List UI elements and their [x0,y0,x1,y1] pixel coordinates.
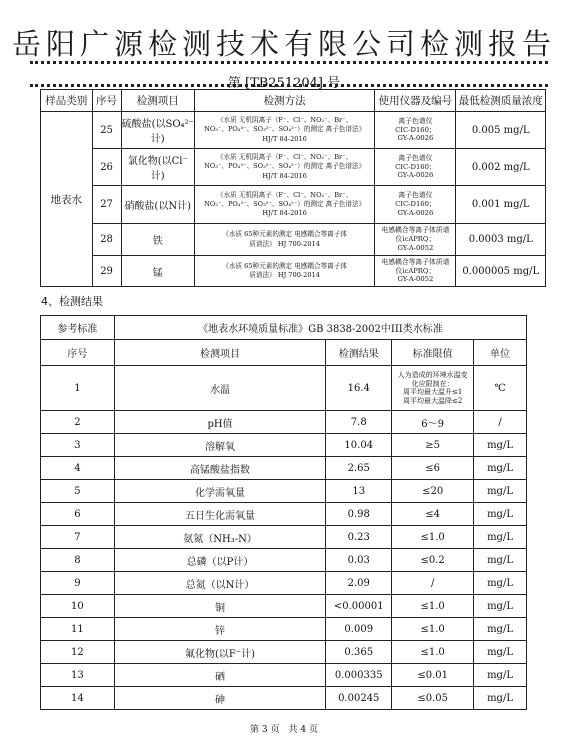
test-item: 氯化物(以Cl⁻计) [121,149,194,186]
header-cell: 使用仪器及编号 [375,90,456,112]
table-row [41,112,546,149]
detection-limit: 0.001 mg/L [456,186,546,224]
table-row [41,595,527,618]
results-header-row [41,340,527,366]
table-row [41,457,527,480]
methods-header-row [41,90,546,112]
instrument: 离子色谱仪 CIC-D160； GY-A-0026 [375,149,456,186]
table-row [41,503,527,526]
standard-limit: ≤1.0 [392,641,474,664]
row-number: 29 [92,256,121,287]
row-number: 1 [41,366,115,411]
unit: ℃ [474,366,527,411]
row-number: 10 [41,595,115,618]
test-result: 0.365 [326,641,392,664]
test-item: 锌 [114,618,325,641]
standard-limit: ≤0.05 [392,687,474,710]
unit: mg/L [474,572,527,595]
table-row [41,480,527,503]
standard-limit: 人为造成的环境水温变 化应限制在： 周平均最大温升≤1 周平均最大温降≤2 [392,366,474,411]
test-method: 《水质 65种元素的测定 电感耦合等离子体 质谱法》 HJ 700-2014 [194,256,375,287]
standard-limit: ≤6 [392,457,474,480]
test-result: 0.23 [326,526,392,549]
unit: mg/L [474,457,527,480]
header-cell: 检测方法 [194,90,375,112]
unit: mg/L [474,526,527,549]
detection-limit: 0.002 mg/L [456,149,546,186]
row-number: 28 [92,224,121,256]
unit: mg/L [474,549,527,572]
unit: mg/L [474,595,527,618]
instrument: 电感耦合等离子体质谱 仪icAPRQ； GY-A-0052 [375,224,456,256]
unit: mg/L [474,641,527,664]
test-item: 氨氮（NH₃-N） [114,526,325,549]
table-row [41,434,527,457]
test-method: 《水质 无机阴离子（F⁻、Cl⁻、NO₂⁻、Br⁻、 NO₃⁻、PO₄³⁻、SO₃²⁻、SO₄²⁻）的测定 离子色谱法》 HJ/T 84-2016 [194,149,375,186]
header-cell: 标准限值 [392,340,474,366]
test-result: 7.8 [326,411,392,434]
detection-limit: 0.000005 mg/L [456,256,546,287]
instrument: 电感耦合等离子体质谱 仪icAPRQ； GY-A-0052 [375,256,456,287]
test-item: pH值 [114,411,325,434]
row-number: 3 [41,434,115,457]
row-number: 26 [92,149,121,186]
row-number: 11 [41,618,115,641]
test-result: 0.03 [326,549,392,572]
unit: mg/L [474,503,527,526]
standard-limit: ≤1.0 [392,618,474,641]
methods-table [40,89,546,287]
table-row [41,549,527,572]
test-item: 总氮（以N计） [114,572,325,595]
table-row [41,526,527,549]
table-row [41,224,546,256]
results-table [40,315,527,710]
header-cell: 序号 [41,340,115,366]
test-item: 锰 [121,256,194,287]
test-item: 溶解氧 [114,434,325,457]
row-number: 13 [41,664,115,687]
test-item: 铜 [114,595,325,618]
test-result: 0.00245 [326,687,392,710]
table-row [41,149,546,186]
table-row [41,256,546,287]
sample-category: 地表水 [41,112,93,287]
header-cell: 检测结果 [326,340,392,366]
header-cell: 样品类别 [41,90,93,112]
header-cell: 检测项目 [121,90,194,112]
test-item: 砷 [114,687,325,710]
test-method: 《水质 无机阴离子（F⁻、Cl⁻、NO₂⁻、Br⁻、 NO₃⁻、PO₄³⁻、SO₃²⁻、SO₄²⁻）的测定 离子色谱法》 HJ/T 84-2016 [194,112,375,149]
test-item: 硒 [114,664,325,687]
test-result: 0.009 [326,618,392,641]
row-number: 25 [92,112,121,149]
row-number: 4 [41,457,115,480]
test-item: 水温 [114,366,325,411]
detection-limit: 0.005 mg/L [456,112,546,149]
test-item: 铁 [121,224,194,256]
row-number: 14 [41,687,115,710]
standard-limit: 6～9 [392,411,474,434]
standard-limit: ≤1.0 [392,526,474,549]
table-row [41,186,546,224]
table-row [41,366,527,411]
detection-limit: 0.0003 mg/L [456,224,546,256]
standard-limit: ≤4 [392,503,474,526]
test-result: 13 [326,480,392,503]
unit: mg/L [474,664,527,687]
row-number: 6 [41,503,115,526]
test-result: <0.00001 [326,595,392,618]
header-cell: 最低检测质量浓度 [456,90,546,112]
standard-limit: ≤0.01 [392,664,474,687]
standard-limit: ≤20 [392,480,474,503]
table-row [41,641,527,664]
table-row [41,664,527,687]
unit: / [474,411,527,434]
test-result: 2.65 [326,457,392,480]
unit: mg/L [474,618,527,641]
reference-standard: 《地表水环境质量标准》GB 3838-2002中III类水标准 [114,316,526,340]
row-number: 12 [41,641,115,664]
test-method: 《水质 无机阴离子（F⁻、Cl⁻、NO₂⁻、Br⁻、 NO₃⁻、PO₄³⁻、SO₃²⁻、SO₄²⁻）的测定 离子色谱法》 HJ/T 84-2016 [194,186,375,224]
report-number: 第 [TB251204] 号 [227,76,341,91]
page-footer: 第 3 页 共 4 页 [250,725,318,735]
test-item: 氟化物(以F⁻计) [114,641,325,664]
reference-label: 参考标准 [41,316,115,340]
test-item: 硝酸盐(以N计) [121,186,194,224]
test-result: 10.04 [326,434,392,457]
table-row [41,687,527,710]
table-row [41,572,527,595]
header-cell: 检测项目 [114,340,325,366]
dotted-divider-top [30,61,548,64]
test-item: 化学需氧量 [114,480,325,503]
row-number: 9 [41,572,115,595]
standard-limit: ≥5 [392,434,474,457]
unit: mg/L [474,434,527,457]
table-row [41,618,527,641]
row-number: 27 [92,186,121,224]
test-item: 硫酸盐(以SO₄²⁻计) [121,112,194,149]
row-number: 8 [41,549,115,572]
dotted-divider-bottom [30,84,548,87]
test-result: 0.98 [326,503,392,526]
header-cell: 序号 [92,90,121,112]
test-item: 总磷（以P计） [114,549,325,572]
standard-limit: ≤0.2 [392,549,474,572]
instrument: 离子色谱仪 CIC-D160； GY-A-0026 [375,186,456,224]
table-row [41,411,527,434]
test-item: 五日生化需氧量 [114,503,325,526]
unit: mg/L [474,687,527,710]
test-result: 2.09 [326,572,392,595]
test-result: 0.000335 [326,664,392,687]
section-title: 4、检测结果 [41,295,103,308]
unit: mg/L [474,480,527,503]
instrument: 离子色谱仪 CIC-D160； GY-A-0026 [375,112,456,149]
reference-standard-row [41,316,527,340]
page-title: 岳阳广源检测技术有限公司检测报告 [11,27,556,61]
row-number: 5 [41,480,115,503]
standard-limit: / [392,572,474,595]
test-result: 16.4 [326,366,392,411]
test-method: 《水质 65种元素的测定 电感耦合等离子体 质谱法》 HJ 700-2014 [194,224,375,256]
row-number: 7 [41,526,115,549]
test-item: 高锰酸盐指数 [114,457,325,480]
standard-limit: ≤1.0 [392,595,474,618]
header-cell: 单位 [474,340,527,366]
row-number: 2 [41,411,115,434]
